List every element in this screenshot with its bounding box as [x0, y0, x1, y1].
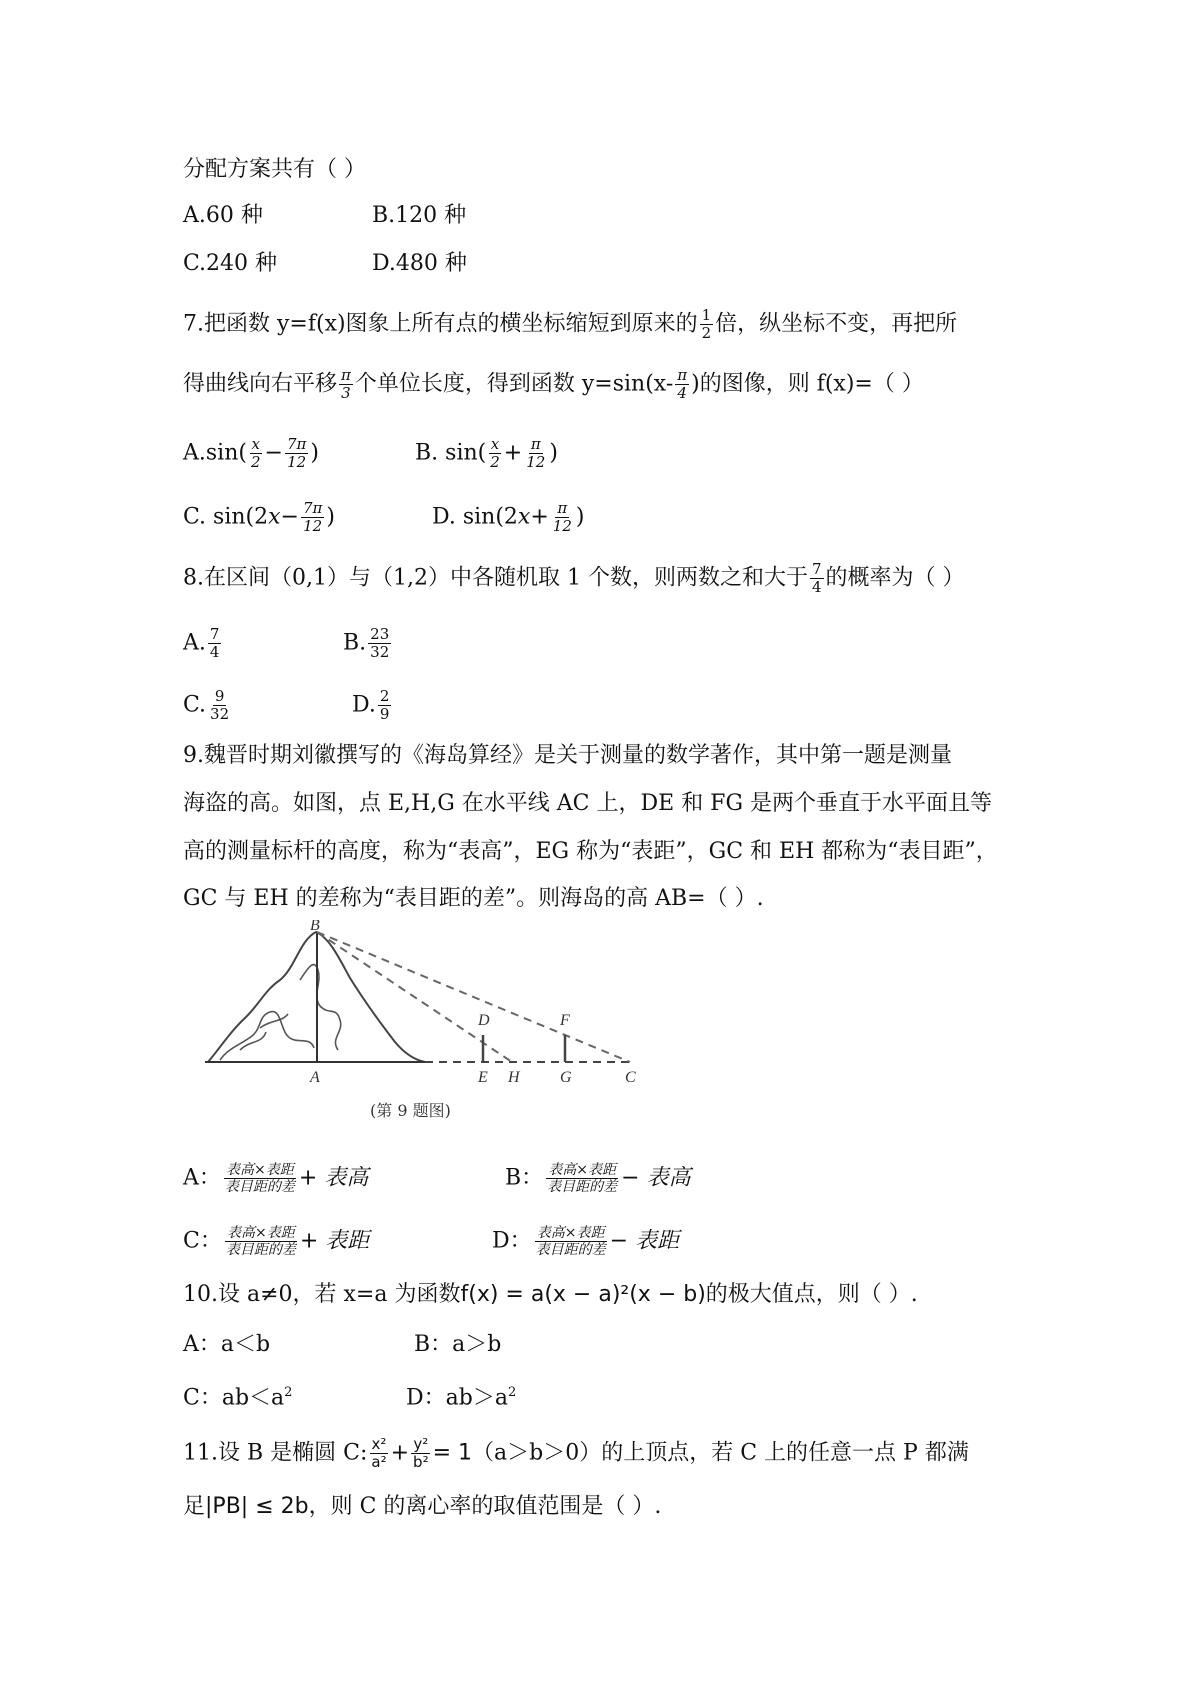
q6-option-b: B.120 种 — [372, 203, 467, 228]
q7-fraction: $\frac{\pi}{3}$ — [341, 366, 351, 402]
q6-stem-tail: 分配方案共有（ ） — [183, 157, 366, 182]
label-e: E — [478, 1069, 488, 1086]
q10-option-a: A：a＜b — [183, 1332, 271, 1357]
q6-option-a: A.60 种 — [183, 203, 263, 228]
q7-fraction: $\frac{1}{2}$ — [701, 306, 712, 342]
q7-stem-line-2 — [183, 367, 924, 402]
q10-stem: 10.设 a≠0，若 x=a 为函数f(x) = a(x − a)²(x − b)的极大值点，则（ ）. — [183, 1282, 918, 1307]
q11-stem-line-2: 足|PB| ≤ 2b，则 C 的离心率的取值范围是（ ）. — [183, 1494, 662, 1519]
label-b: B — [310, 920, 320, 934]
q9-option-c: C： $\frac{\text{表高×表距}}{\text{表目距的差}}$ + 表距 — [183, 1225, 370, 1258]
q7-option-a: A.sin( $\frac{x}{2}$ − $\frac{7\pi}{12}$ ) — [183, 435, 319, 471]
q9-stem-line-4: GC 与 EH 的差称为“表目距的差”。则海岛的高 AB=（ ）. — [183, 886, 764, 911]
q9-stem-line-1: 9.魏晋时期刘徽撰写的《海岛算经》是关于测量的数学著作，其中第一题是测量 — [183, 743, 952, 768]
label-a: A — [310, 1069, 320, 1086]
q10-option-b: B：a＞b — [414, 1332, 502, 1357]
q8-stem: 8.在区间（0,1）与（1,2）中各随机取 1 个数，则两数之和大于 $\frac{7}{4}$ 的概率为（ ） — [183, 560, 965, 596]
q8-option-c: C. $\frac{9}{32}$ — [183, 687, 230, 723]
q9-stem-line-3: 高的测量标杆的高度，称为“表高”，EG 称为“表距”，GC 和 EH 都称为“表目距”， — [183, 839, 998, 864]
q6-option-c: C.240 种 — [183, 251, 278, 276]
label-c: C — [625, 1069, 636, 1086]
sight-line-bc — [317, 932, 630, 1062]
q8-option-b: B. $\frac{23}{32}$ — [343, 625, 390, 661]
q9-option-a: A： $\frac{\text{表高×表距}}{\text{表目距的差}}$ + 表高 — [183, 1162, 369, 1195]
label-h: H — [508, 1069, 520, 1086]
q11-stem-line-1: 11.设 B 是椭圆 C: $\frac{\text{x²}}{\text{a²}}$ + $\frac{\text{y²}}{\text{b²}}$ = 1（a＞b＞0）的上顶点，若 C 上的任意一点 P 都满 — [183, 1435, 969, 1471]
figure-caption: (第 9 题图) — [370, 1101, 451, 1120]
label-g: G — [560, 1069, 572, 1086]
q10-option-c: C：$ab<a^2$ — [183, 1385, 293, 1411]
q9-option-b: B： $\frac{\text{表高×表距}}{\text{表目距的差}}$ − 表高 — [505, 1162, 691, 1195]
q9-option-d: D： $\frac{\text{表高×表距}}{\text{表目距的差}}$ − 表距 — [492, 1225, 680, 1258]
q10-option-d: D：$ab>a^2$ — [406, 1385, 517, 1411]
q7-text: )的图像，则 f(x)=（ ） — [691, 371, 924, 397]
q7-option-c: C. sin(2x− $\frac{7\pi}{12}$ ) — [183, 499, 335, 535]
q7-option-b: B. sin( $\frac{x}{2}$ + $\frac{\pi}{12}$ ) — [415, 435, 558, 471]
q7-stem-line-1 — [183, 307, 957, 342]
q8-option-a: A. $\frac{7}{4}$ — [183, 625, 220, 661]
q7-text: 7.把函数 y=f(x)图象上所有点的横坐标缩短到原来的 — [183, 311, 698, 337]
q7-text: 得曲线向右平移 — [183, 371, 338, 397]
label-f: F — [560, 1012, 570, 1029]
q7-option-d: D. sin(2x+ $\frac{\pi}{12}$ ) — [432, 499, 585, 535]
q7-fraction: $\frac{\pi}{4}$ — [677, 366, 688, 402]
q8-option-d: D. $\frac{2}{9}$ — [352, 687, 390, 723]
q6-option-d: D.480 种 — [372, 251, 467, 276]
q7-text: 个单位长度，得到函数 y=sin(x- — [354, 371, 674, 397]
island-figure — [200, 920, 640, 1090]
label-d: D — [478, 1012, 490, 1029]
q9-stem-line-2: 海盗的高。如图，点 E,H,G 在水平线 AC 上，DE 和 FG 是两个垂直于水平面且等 — [183, 791, 993, 816]
q7-text: 倍，纵坐标不变，再把所 — [715, 311, 958, 337]
